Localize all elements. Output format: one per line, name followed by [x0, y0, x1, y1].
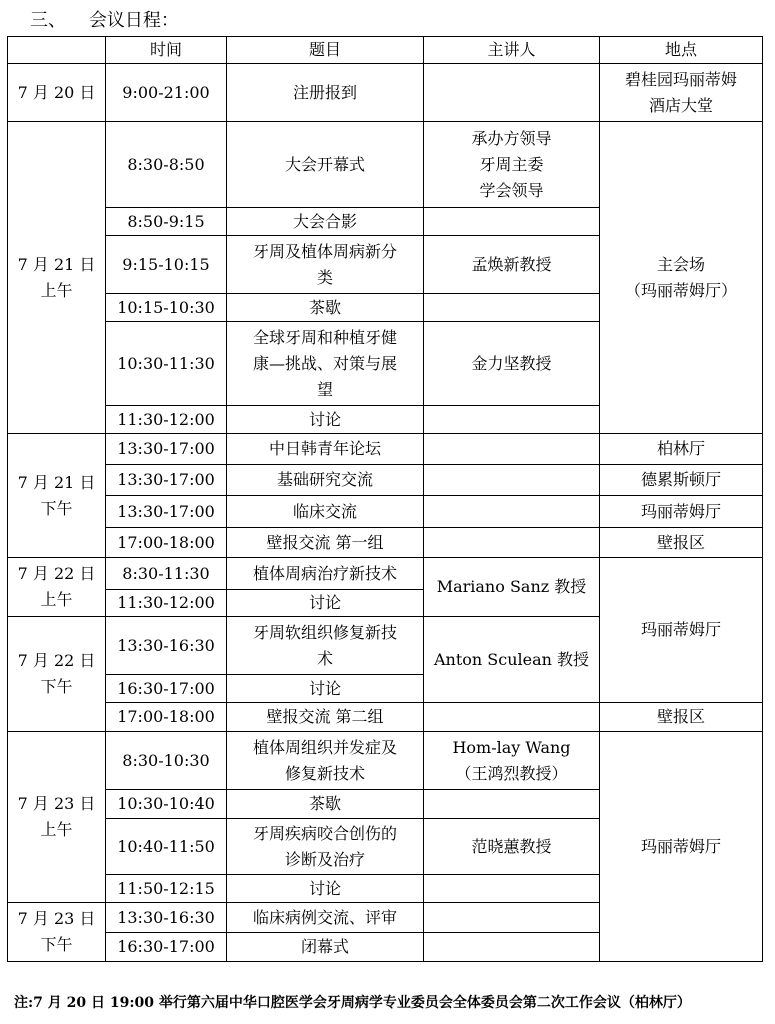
speaker-cell: Anton Sculean 教授 — [424, 617, 600, 703]
time-cell: 11:30-12:00 — [106, 406, 227, 434]
topic-cell: 大会开幕式 — [227, 122, 424, 208]
venue-cell: 德累斯顿厅 — [600, 465, 763, 496]
table-row — [8, 528, 763, 558]
schedule-table — [7, 36, 763, 962]
time-cell: 9:00-21:00 — [106, 64, 227, 122]
topic-cell: 茶歇 — [227, 294, 424, 322]
time-cell: 10:15-10:30 — [106, 294, 227, 322]
topic-cell: 临床交流 — [227, 496, 424, 528]
venue-cell: 壁报区 — [600, 528, 763, 558]
time-cell: 8:50-9:15 — [106, 208, 227, 236]
topic-cell: 中日韩青年论坛 — [227, 434, 424, 465]
topic-cell: 植体周病治疗新技术 — [227, 558, 424, 590]
topic-cell: 讨论 — [227, 406, 424, 434]
topic-cell: 植体周组织并发症及 修复新技术 — [227, 732, 424, 790]
time-cell: 16:30-17:00 — [106, 933, 227, 962]
time-cell: 9:15-10:15 — [106, 236, 227, 294]
speaker-cell — [424, 790, 600, 819]
speaker-cell: 范晓蕙教授 — [424, 819, 600, 875]
header-row — [8, 37, 763, 64]
speaker-cell — [424, 903, 600, 933]
speaker-cell — [424, 434, 600, 465]
time-cell: 17:00-18:00 — [106, 528, 227, 558]
venue-cell: 柏林厅 — [600, 434, 763, 465]
date-cell: 7 月 21 日 上午 — [8, 122, 106, 434]
topic-cell: 闭幕式 — [227, 933, 424, 962]
speaker-cell: 承办方领导 牙周主委 学会领导 — [424, 122, 600, 208]
venue-cell: 壁报区 — [600, 703, 763, 732]
topic-cell: 牙周及植体周病新分 类 — [227, 236, 424, 294]
topic-cell: 大会合影 — [227, 208, 424, 236]
header-date — [8, 37, 106, 64]
venue-cell: 玛丽蒂姆厅 — [600, 732, 763, 962]
date-cell: 7 月 21 日 下午 — [8, 434, 106, 558]
date-cell: 7 月 23 日 上午 — [8, 732, 106, 903]
topic-cell: 讨论 — [227, 875, 424, 903]
venue-cell: 玛丽蒂姆厅 — [600, 558, 763, 703]
date-cell: 7 月 22 日 上午 — [8, 558, 106, 617]
speaker-cell: 孟焕新教授 — [424, 236, 600, 294]
time-cell: 10:30-10:40 — [106, 790, 227, 819]
topic-cell: 茶歇 — [227, 790, 424, 819]
speaker-cell — [424, 933, 600, 962]
speaker-cell — [424, 528, 600, 558]
topic-cell: 壁报交流 第二组 — [227, 703, 424, 732]
speaker-cell — [424, 294, 600, 322]
header-time: 时间 — [106, 37, 227, 64]
time-cell: 11:50-12:15 — [106, 875, 227, 903]
speaker-cell — [424, 465, 600, 496]
speaker-cell — [424, 496, 600, 528]
speaker-cell — [424, 703, 600, 732]
time-cell: 10:40-11:50 — [106, 819, 227, 875]
section-title: 三、 会议日程： — [30, 10, 179, 31]
topic-cell: 全球牙周和种植牙健 康—挑战、对策与展 望 — [227, 322, 424, 406]
table-row — [8, 465, 763, 496]
table-row — [8, 64, 763, 122]
time-cell: 16:30-17:00 — [106, 675, 227, 703]
date-cell: 7 月 23 日 下午 — [8, 903, 106, 962]
footnote: 注:7 月 20 日 19:00 举行第六届中华口腔医学会牙周病学专业委员会全体委员会第二次工作会议（柏林厅） — [14, 995, 691, 1011]
time-cell: 8:30-8:50 — [106, 122, 227, 208]
topic-cell: 基础研究交流 — [227, 465, 424, 496]
topic-cell: 讨论 — [227, 675, 424, 703]
time-cell: 13:30-16:30 — [106, 617, 227, 675]
speaker-cell: 金力坚教授 — [424, 322, 600, 406]
speaker-cell — [424, 208, 600, 236]
speaker-cell: Mariano Sanz 教授 — [424, 558, 600, 617]
time-cell: 17:00-18:00 — [106, 703, 227, 732]
time-cell: 11:30-12:00 — [106, 590, 227, 617]
header-speaker: 主讲人 — [424, 37, 600, 64]
table-row — [8, 703, 763, 732]
topic-cell: 牙周疾病咬合创伤的 诊断及治疗 — [227, 819, 424, 875]
time-cell: 13:30-17:00 — [106, 465, 227, 496]
topic-cell: 临床病例交流、评审 — [227, 903, 424, 933]
topic-cell: 壁报交流 第一组 — [227, 528, 424, 558]
time-cell: 10:30-11:30 — [106, 322, 227, 406]
venue-cell: 主会场 （玛丽蒂姆厅） — [600, 122, 763, 434]
venue-cell: 玛丽蒂姆厅 — [600, 496, 763, 528]
time-cell: 8:30-11:30 — [106, 558, 227, 590]
speaker-cell: Hom-lay Wang （王鸿烈教授） — [424, 732, 600, 790]
topic-cell: 讨论 — [227, 590, 424, 617]
date-cell: 7 月 22 日 下午 — [8, 617, 106, 732]
time-cell: 13:30-17:00 — [106, 434, 227, 465]
table-row — [8, 122, 763, 208]
header-topic: 题目 — [227, 37, 424, 64]
table-row — [8, 732, 763, 790]
time-cell: 8:30-10:30 — [106, 732, 227, 790]
topic-cell: 注册报到 — [227, 64, 424, 122]
date-cell: 7 月 20 日 — [8, 64, 106, 122]
speaker-cell — [424, 64, 600, 122]
time-cell: 13:30-16:30 — [106, 903, 227, 933]
time-cell: 13:30-17:00 — [106, 496, 227, 528]
venue-cell: 碧桂园玛丽蒂姆 酒店大堂 — [600, 64, 763, 122]
table-row — [8, 434, 763, 465]
speaker-cell — [424, 406, 600, 434]
table-row — [8, 496, 763, 528]
table-row — [8, 558, 763, 590]
speaker-cell — [424, 875, 600, 903]
header-venue: 地点 — [600, 37, 763, 64]
topic-cell: 牙周软组织修复新技 术 — [227, 617, 424, 675]
